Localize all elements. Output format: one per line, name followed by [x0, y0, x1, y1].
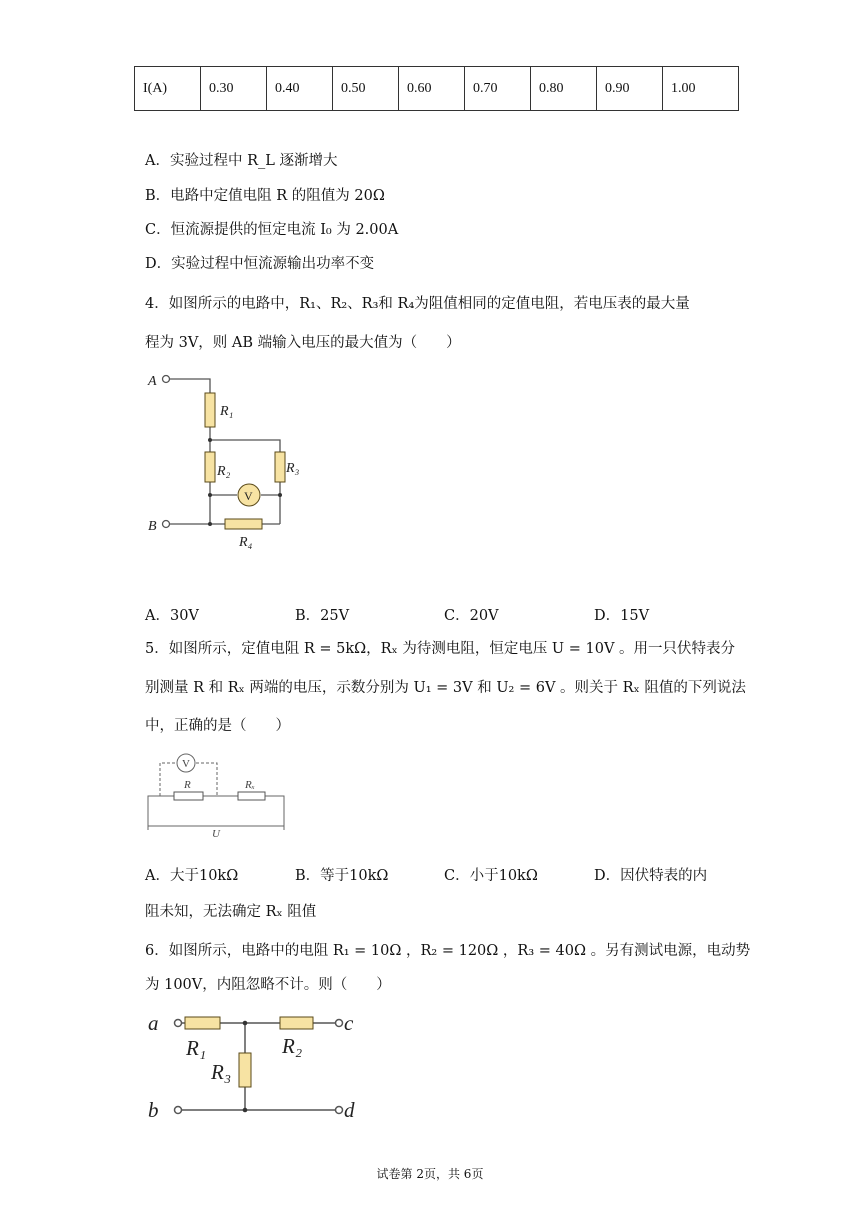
- resistor-r3: [239, 1053, 251, 1087]
- table-row: [135, 67, 739, 111]
- q4-stem-line2: 程为 3V，则 AB 端输入电压的最大值为（ ）: [145, 335, 461, 351]
- resistor-r: [174, 792, 203, 800]
- terminal-d-label: d: [344, 1098, 355, 1122]
- r-label: R: [184, 779, 191, 791]
- q4-stem-line1: 4．如图所示的电路中，R₁、R₂、R₃和 R₄为阻值相同的定值电阻，若电压表的最大量: [145, 296, 690, 312]
- current-data-table: [134, 66, 739, 111]
- r2-label: R₂: [217, 464, 231, 479]
- table-cell: 0.50: [333, 67, 399, 111]
- q4-option-a: A．30V: [145, 608, 199, 624]
- q5-option-b: B．等于10kΩ: [295, 868, 389, 884]
- resistor-r2: [205, 452, 215, 482]
- terminal-b-label: b: [148, 1098, 159, 1122]
- terminal-a-label: A: [148, 374, 157, 389]
- q5-circuit-diagram: [142, 748, 292, 843]
- q5-option-d-continued: 阻未知，无法确定 Rₓ 阻值: [145, 904, 317, 920]
- voltage-u-label: U: [212, 828, 220, 840]
- table-cell: I(A): [135, 67, 201, 111]
- resistor-r3: [275, 452, 285, 482]
- q3-option-c: C．恒流源提供的恒定电流 I₀ 为 2.00A: [145, 222, 399, 238]
- terminal-a-label: a: [148, 1011, 159, 1035]
- voltmeter-label: V: [244, 489, 253, 503]
- table-cell: 0.40: [267, 67, 333, 111]
- q4-circuit-diagram: [140, 365, 310, 555]
- q5-option-a: A．大于10kΩ: [145, 868, 239, 884]
- q5-stem-line2: 别测量 R 和 Rₓ 两端的电压，示数分别为 U₁ = 3V 和 U₂ = 6V 。则关于 Rₓ 阻值的下列说法: [145, 680, 746, 696]
- q4-option-c: C．20V: [444, 608, 499, 624]
- resistor-r4: [225, 519, 262, 529]
- resistor-r2: [280, 1017, 313, 1029]
- voltmeter-label: V: [182, 758, 190, 770]
- resistor-r1: [205, 393, 215, 427]
- q4-option-d: D．15V: [594, 608, 650, 624]
- r1-label: R₁: [220, 404, 234, 419]
- q4-option-b: B．25V: [295, 608, 350, 624]
- q6-stem-line2: 为 100V，内阻忽略不计。则（ ）: [145, 977, 391, 993]
- q5-stem-line3: 中，正确的是（ ）: [145, 718, 290, 734]
- page-footer: 试卷第 2页，共 6页: [376, 1167, 484, 1181]
- terminal-b-label: B: [148, 519, 157, 534]
- rx-label: Rₓ: [245, 779, 255, 791]
- terminal-c-label: c: [344, 1011, 354, 1035]
- q5-option-d: D．因伏特表的内: [594, 868, 708, 884]
- r3-label: R₃: [211, 1060, 232, 1084]
- q3-option-a: A．实验过程中 R_L 逐渐增大: [145, 153, 338, 169]
- table-cell: 0.90: [597, 67, 663, 111]
- table-cell: 0.60: [399, 67, 465, 111]
- q5-option-c: C．小于10kΩ: [444, 868, 538, 884]
- table-cell: 0.30: [201, 67, 267, 111]
- q3-option-d: D．实验过程中恒流源输出功率不变: [145, 256, 375, 272]
- resistor-rx: [238, 792, 265, 800]
- q5-stem-line1: 5．如图所示，定值电阻 R = 5kΩ，Rₓ 为待测电阻，恒定电压 U = 10V 。用一只伏特表分: [145, 641, 736, 657]
- q3-option-b: B．电路中定值电阻 R 的阻值为 20Ω: [145, 188, 385, 204]
- r4-label: R₄: [239, 535, 253, 550]
- r1-label: R₁: [186, 1036, 207, 1060]
- q6-stem-line1: 6．如图所示，电路中的电阻 R₁ = 10Ω ，R₂ = 120Ω ，R₃ = 40Ω 。另有测试电源，电动势: [145, 943, 751, 959]
- table-cell: 0.80: [531, 67, 597, 111]
- resistor-r1: [185, 1017, 220, 1029]
- r2-label: R₂: [282, 1034, 303, 1058]
- r3-label: R₃: [286, 461, 300, 476]
- table-cell: 1.00: [663, 67, 739, 111]
- q6-circuit-diagram: [142, 1005, 372, 1130]
- table-cell: 0.70: [465, 67, 531, 111]
